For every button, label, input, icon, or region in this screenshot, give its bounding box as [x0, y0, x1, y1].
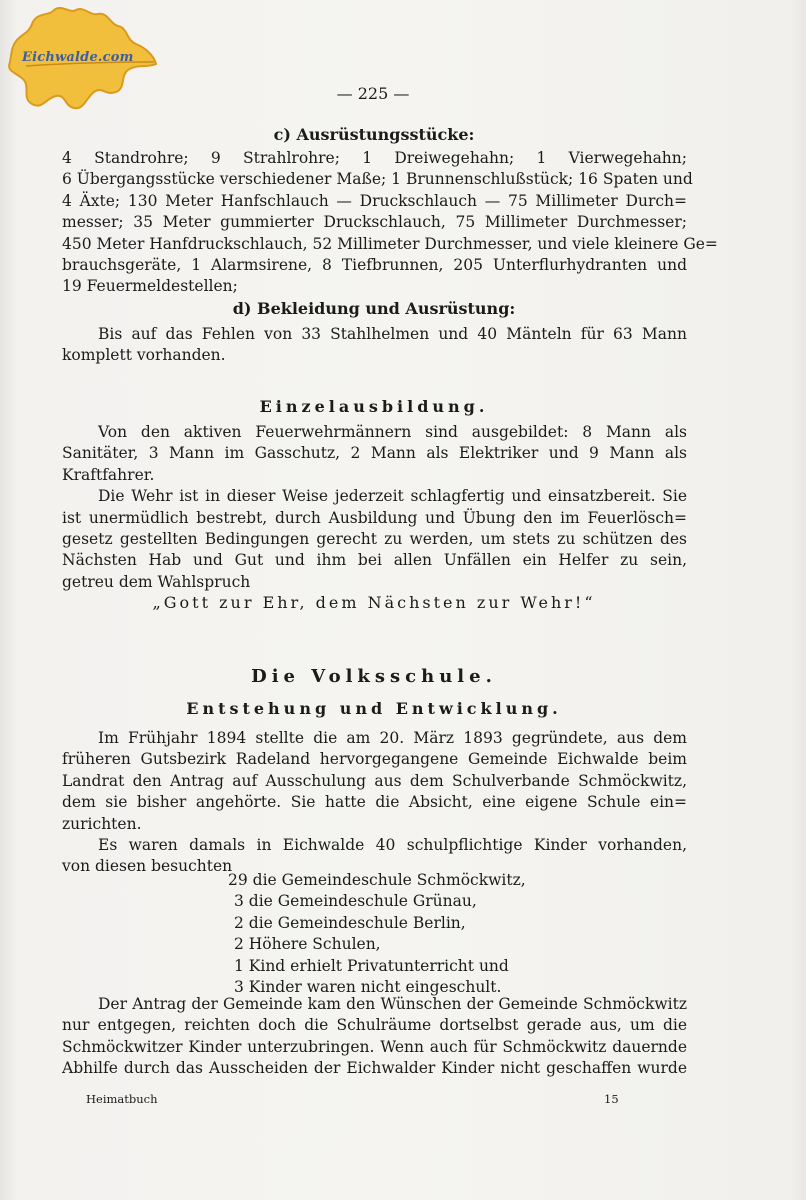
- text-line: zurichten.: [62, 814, 142, 833]
- text-line: getreu dem Wahlspruch: [62, 572, 251, 591]
- text-line: 19 Feuermeldestellen;: [62, 277, 238, 296]
- text-line: 4 Äxte; 130 Meter Hanfschlauch — Druckschlauch — 75 Millimeter Durch=: [62, 191, 687, 210]
- heading-volksschule: Die Volksschule.: [251, 666, 497, 687]
- section-volksschule-text: [62, 728, 687, 878]
- list-item: 2 die Gemeindeschule Berlin,: [234, 913, 466, 932]
- list-item: 3 Kinder waren nicht eingeschult.: [234, 978, 502, 997]
- text-line: 6 Übergangsstücke verschiedener Maße; 1 Brunnenschlußstück; 16 Spaten und: [62, 170, 693, 189]
- heading-einzelausbildung: Einzelausbildung.: [259, 397, 489, 416]
- page-number: — 225 —: [336, 84, 410, 103]
- text-line: früheren Gutsbezirk Radeland hervorgegangene Gemeinde Eichwalde beim: [62, 750, 687, 769]
- list-item: 1 Kind erhielt Privatunterricht und: [234, 956, 509, 975]
- section-d-text: [62, 324, 687, 367]
- text-line: dem sie bisher angehörte. Sie hatte die Absicht, eine eigene Schule ein=: [62, 793, 687, 812]
- text-line: komplett vorhanden.: [62, 346, 226, 365]
- text-line: messer; 35 Meter gummierter Druckschlauch, 75 Millimeter Durchmesser;: [62, 213, 687, 232]
- text-line: Sanitäter, 3 Mann im Gasschutz, 2 Mann als Elektriker und 9 Mann als: [62, 444, 687, 463]
- text-line: 450 Meter Hanfdruckschlauch, 52 Millimeter Durchmesser, und viele kleinere Ge=: [62, 234, 718, 253]
- section-einzel-text: [62, 422, 687, 593]
- footer-page-number: 15: [604, 1092, 619, 1106]
- text-line: Es waren damals in Eichwalde 40 schulpflichtige Kinder vorhanden,: [98, 836, 687, 855]
- text-line: 4 Standrohre; 9 Strahlrohre; 1 Dreiwegehahn; 1 Vierwegehahn;: [62, 149, 687, 167]
- section-volksschule-text-2: [62, 994, 687, 1080]
- footer-left: Heimatbuch: [86, 1092, 158, 1106]
- text-line: Bis auf das Fehlen von 33 Stahlhelmen und 40 Mänteln für 63 Mann: [98, 325, 687, 343]
- text-line: Im Frühjahr 1894 stellte die am 20. März 1893 gegründete, aus dem: [98, 729, 687, 747]
- text-line: Kraftfahrer.: [62, 465, 155, 484]
- list-item: 3 die Gemeindeschule Grünau,: [234, 892, 477, 911]
- text-line: gesetz gestellten Bedingungen gerecht zu werden, um stets zu schützen des: [62, 530, 687, 549]
- school-list: [228, 870, 628, 998]
- motto: „Gott zur Ehr, dem Nächsten zur Wehr!“: [152, 593, 596, 612]
- text-line: Die Wehr ist in dieser Weise jederzeit schlagfertig und einsatzbereit. Sie: [98, 487, 687, 506]
- heading-entstehung: Entstehung und Entwicklung.: [186, 699, 562, 718]
- heading-c: c) Ausrüstungsstücke:: [273, 125, 475, 144]
- text-line: ist unermüdlich bestrebt, durch Ausbildung und Übung den im Feuerlösch=: [62, 508, 687, 527]
- text-line: von diesen besuchten: [62, 857, 233, 876]
- text-line: brauchsgeräte, 1 Alarmsirene, 8 Tiefbrunnen, 205 Unterflurhydranten und: [62, 256, 687, 275]
- text-line: Abhilfe durch das Ausscheiden der Eichwalder Kinder nicht geschaffen wurde: [62, 1059, 687, 1078]
- text-line: Von den aktiven Feuerwehrmännern sind ausgebildet: 8 Mann als: [98, 423, 687, 441]
- text-line: Schmöckwitzer Kinder unterzubringen. Wenn auch für Schmöckwitz dauernde: [62, 1037, 687, 1056]
- list-item: 2 Höhere Schulen,: [234, 935, 381, 954]
- heading-d: d) Bekleidung und Ausrüstung:: [232, 299, 516, 318]
- logo-text: Eichwalde.com: [22, 50, 134, 65]
- text-line: Landrat den Antrag auf Ausschulung aus dem Schulverbande Schmöckwitz,: [62, 771, 687, 790]
- list-item: 29 die Gemeindeschule Schmöckwitz,: [228, 871, 526, 889]
- text-line: nur entgegen, reichten doch die Schulräume dortselbst gerade aus, um die: [62, 1016, 687, 1035]
- text-line: Nächsten Hab und Gut und ihm bei allen Unfällen ein Helfer zu sein,: [62, 551, 687, 570]
- section-c-text: [62, 148, 718, 298]
- text-line: Der Antrag der Gemeinde kam den Wünschen der Gemeinde Schmöckwitz: [98, 995, 687, 1013]
